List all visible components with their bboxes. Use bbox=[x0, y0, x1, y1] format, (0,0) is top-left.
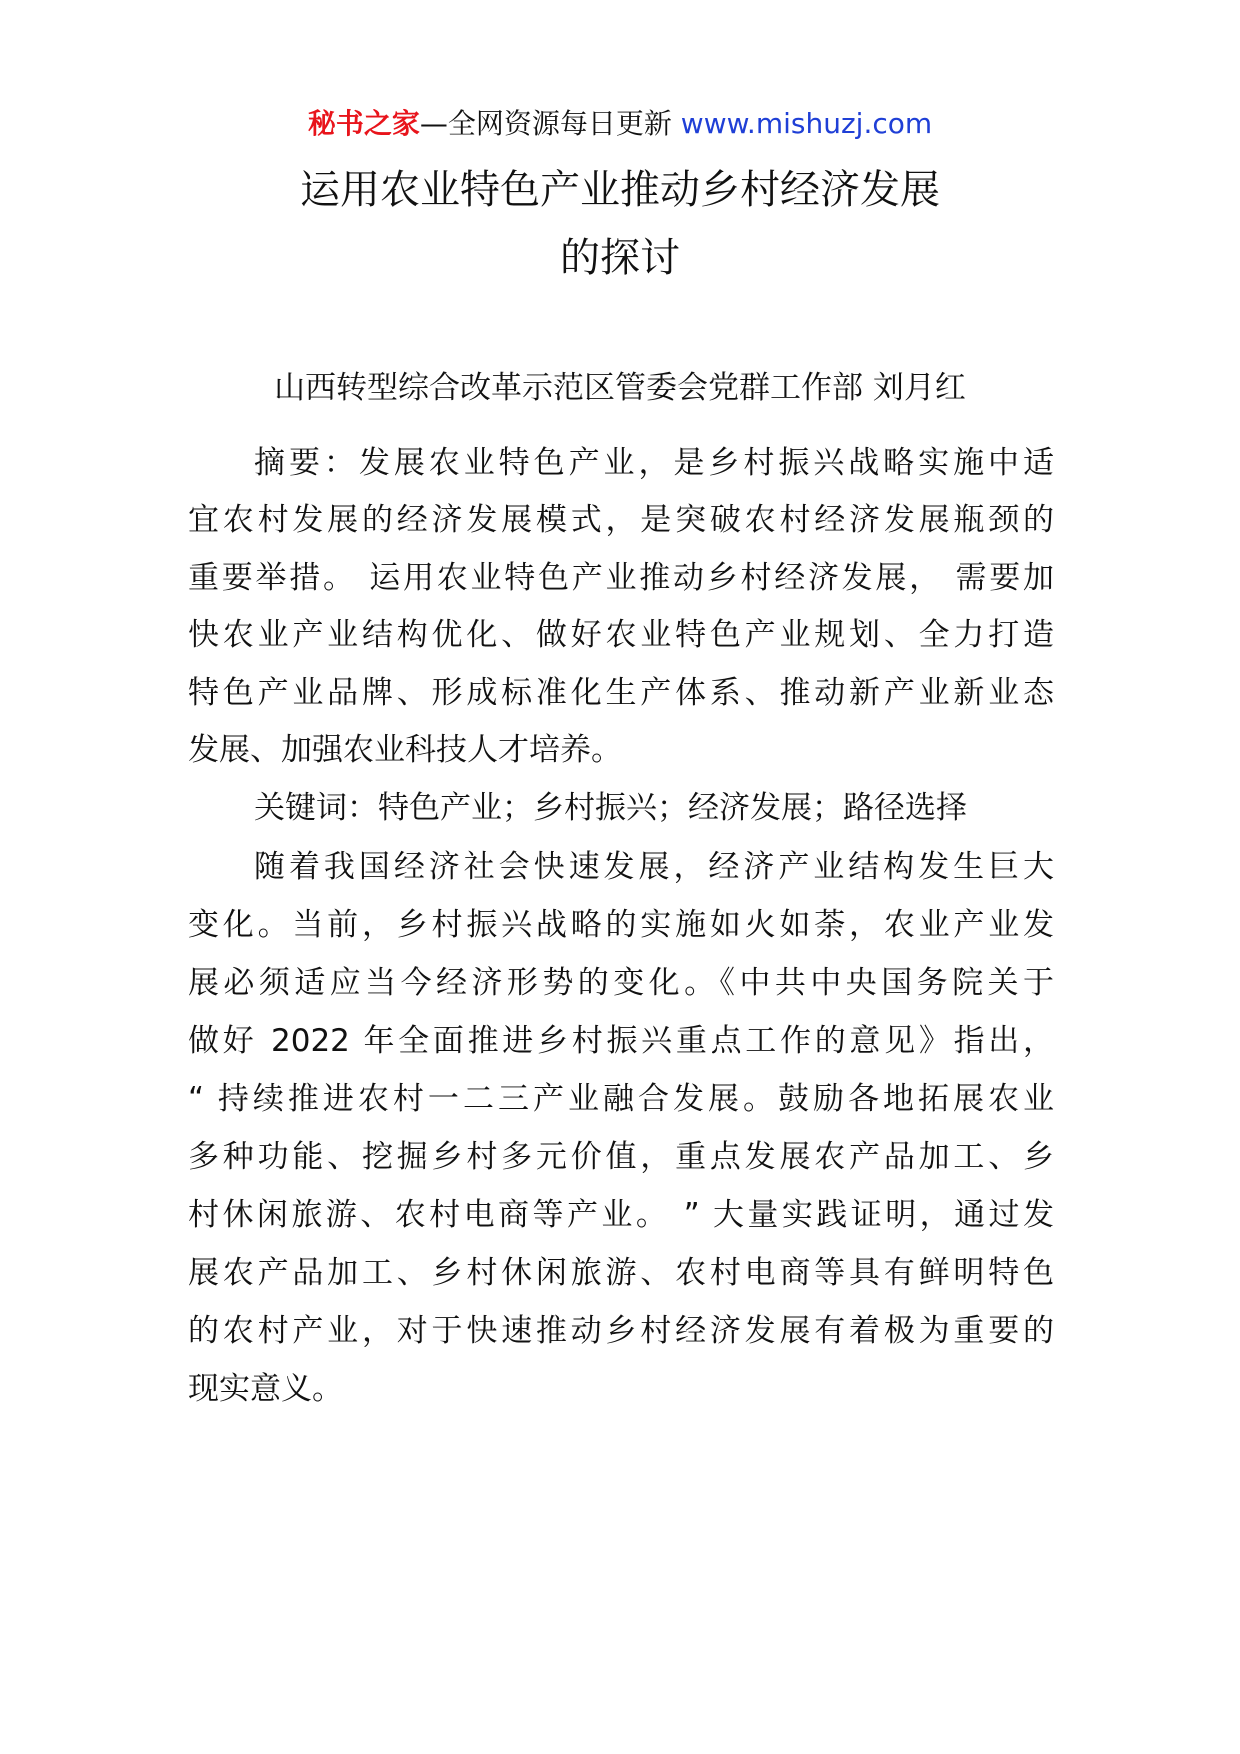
keywords-line: 关键词：特色产业；乡村振兴；经济发展；路径选择 bbox=[254, 790, 967, 826]
body-paragraph-line: 村休闲旅游、农村电商等产业。 ” 大量实践证明，通过发 bbox=[188, 1197, 1054, 1233]
abstract-line: 摘要：发展农业特色产业，是乡村振兴战略实施中适 bbox=[254, 445, 1054, 481]
site-header bbox=[0, 104, 1240, 144]
abstract-line: 宜农村发展的经济发展模式，是突破农村经济发展瓶颈的 bbox=[188, 502, 1054, 538]
document-title-line-2: 的探讨 bbox=[560, 235, 680, 281]
body-paragraph-line: 随着我国经济社会快速发展，经济产业结构发生巨大 bbox=[254, 849, 1054, 885]
document-title-line-1: 运用农业特色产业推动乡村经济发展 bbox=[300, 167, 940, 213]
body-paragraph-line: 的农村产业，对于快速推动乡村经济发展有着极为重要的 bbox=[188, 1313, 1054, 1349]
site-brand: 秘书之家 bbox=[307, 107, 420, 140]
author-line: 山西转型综合改革示范区管委会党群工作部 刘月红 bbox=[274, 370, 966, 406]
body-paragraph-line: 多种功能、挖掘乡村多元价值，重点发展农产品加工、乡 bbox=[188, 1139, 1054, 1175]
site-tagline: —全网资源每日更新 bbox=[419, 107, 672, 140]
body-paragraph-line: 展必须适应当今经济形势的变化。《中共中央国务院关于 bbox=[188, 965, 1054, 1001]
abstract-line: 发展、加强农业科技人才培养。 bbox=[188, 732, 622, 768]
body-paragraph-line: “ 持续推进农村一二三产业融合发展。鼓励各地拓展农业 bbox=[188, 1081, 1054, 1117]
abstract-line: 重要举措。 运用农业特色产业推动乡村经济发展， 需要加 bbox=[188, 560, 1054, 596]
site-url-link[interactable]: www.mishuzj.com bbox=[680, 107, 933, 140]
abstract-line: 快农业产业结构优化、做好农业特色产业规划、全力打造 bbox=[188, 617, 1054, 653]
body-paragraph-line: 做好 2022 年全面推进乡村振兴重点工作的意见》指出， bbox=[188, 1023, 1054, 1059]
abstract-line: 特色产业品牌、形成标准化生产体系、推动新产业新业态 bbox=[188, 675, 1054, 711]
body-paragraph-line: 展农产品加工、乡村休闲旅游、农村电商等具有鲜明特色 bbox=[188, 1255, 1054, 1291]
body-paragraph-line: 现实意义。 bbox=[188, 1371, 343, 1407]
body-paragraph-line: 变化。当前，乡村振兴战略的实施如火如荼，农业产业发 bbox=[188, 907, 1054, 943]
